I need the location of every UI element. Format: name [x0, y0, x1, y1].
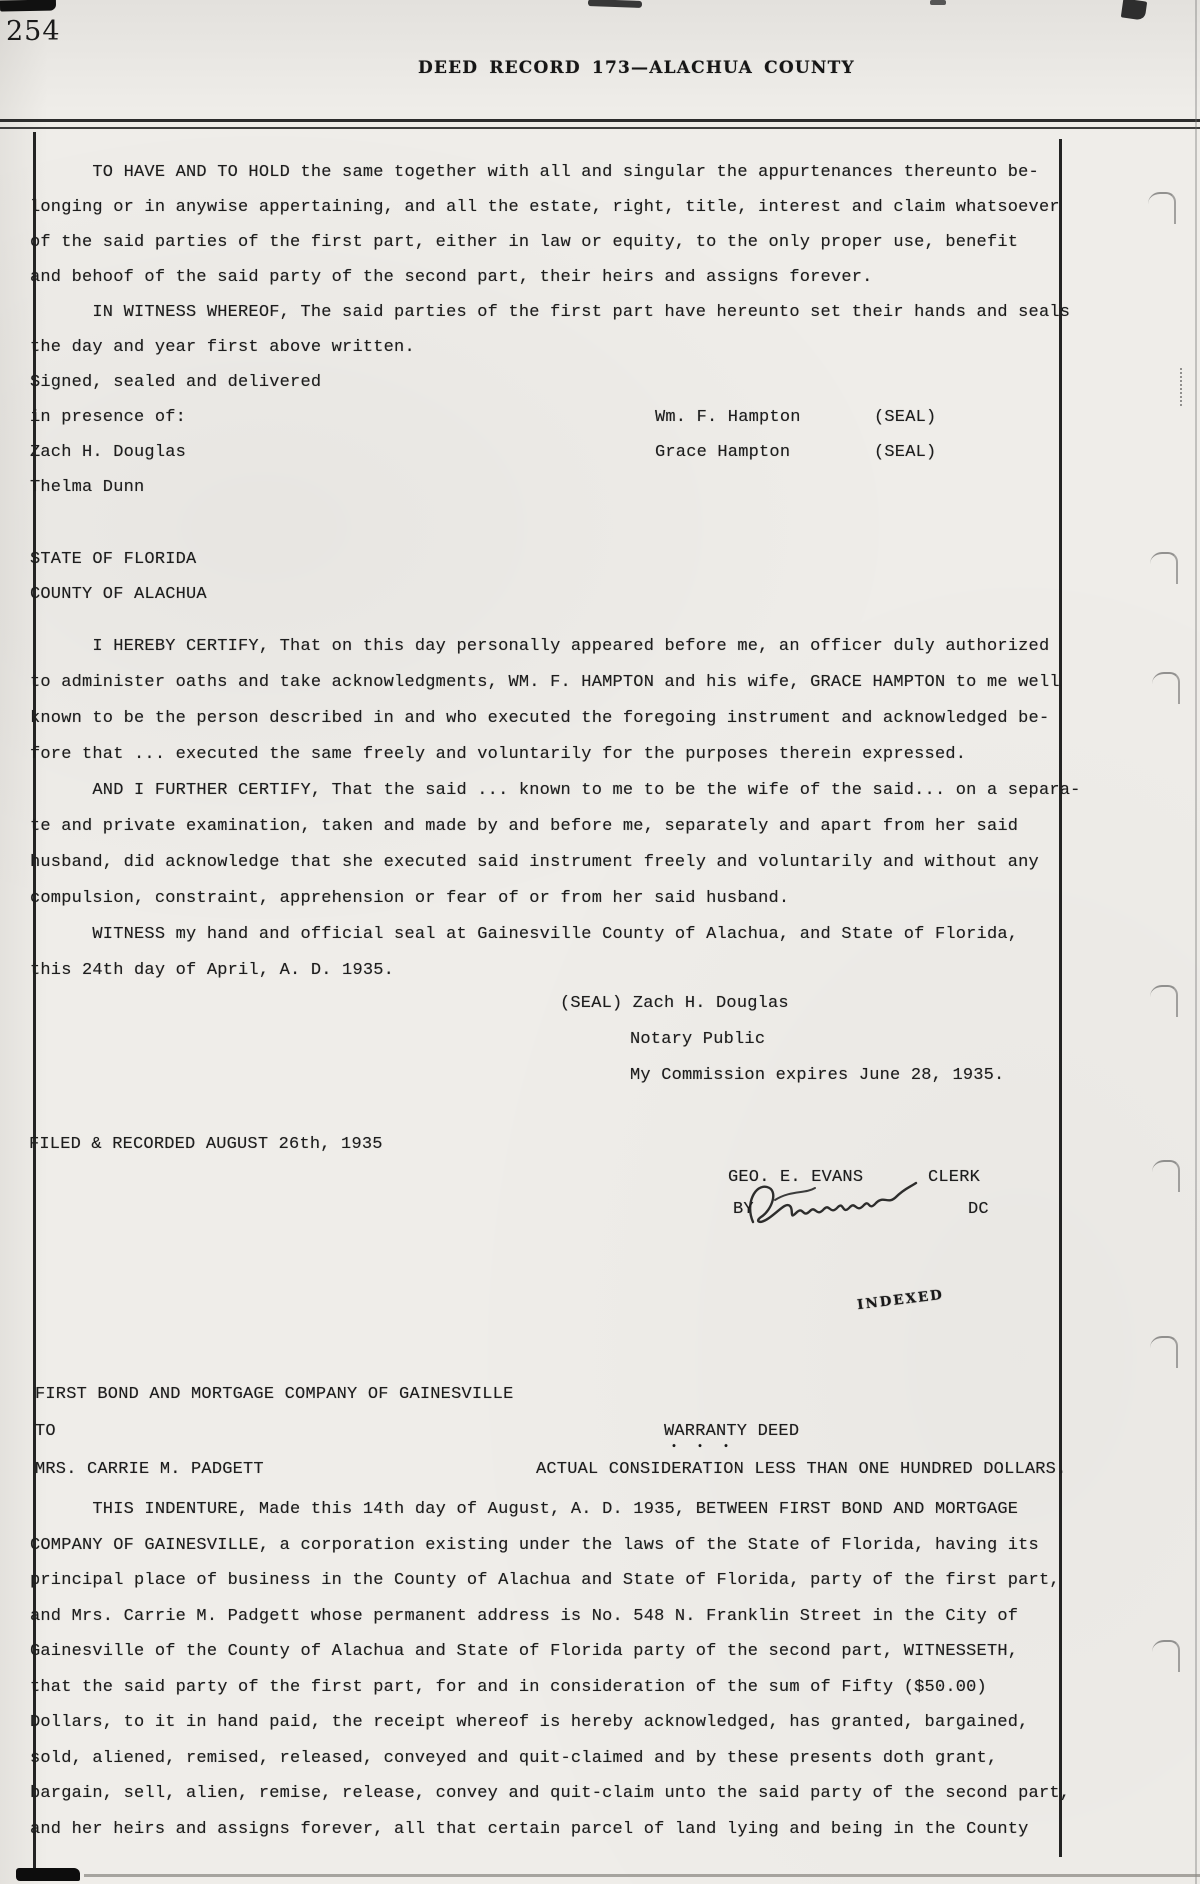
filed-recorded-line: FILED & RECORDED AUGUST 26th, 1935	[29, 1135, 383, 1154]
page-curl-mark	[1152, 1640, 1180, 1672]
deed2-grantee: MRS. CARRIE M. PADGETT	[35, 1460, 264, 1479]
scan-artifact-bottom-left	[16, 1868, 80, 1881]
county-line: COUNTY OF ALACHUA	[30, 585, 207, 604]
header-rule-thin	[0, 127, 1200, 129]
notary-title: Notary Public	[630, 1030, 766, 1049]
deed2-body-paragraph: THIS INDENTURE, Made this 14th day of August, A. D. 1935, BETWEEN FIRST BOND AND MORTGAGE COMPANY OF GAINESVILLE, a corporation existing under the laws of the State of Florida, having its principal place of business in the County of Alachua and State of Florida, party of the first part, and Mrs. Carrie M. Padgett whose permanent address is No. 548 N. Franklin Street in the City of Gainesville of the County of Alachua and State of Florida party of the second part, WITNESSETH, that the said party of the first part, for and in consideration of the sum of Fifty ($50.00) Dollars, to it in hand paid, the receipt whereof is hereby acknowledged, has granted, bargained, sold, aliened, remised, released, conveyed and quit-claimed and by these presents doth grant, bargain, sell, alien, remise, release, convey and quit-claim unto the said party of the second part, and her heirs and assigns forever, all that certain parcel of land lying and being in the County	[30, 1500, 1071, 1839]
witness-names: Zach H. Douglas Thelma Dunn	[30, 443, 187, 497]
grantor-signature-name: Wm. F. Hampton	[655, 408, 801, 427]
deed2-to-label: TO	[35, 1422, 56, 1441]
deed2-grantor: FIRST BOND AND MORTGAGE COMPANY OF GAINESVILLE	[35, 1385, 514, 1404]
indexed-stamp: INDEXED	[856, 1286, 945, 1314]
deputy-clerk-initials: DC	[968, 1200, 989, 1219]
grantor-signature-name: Grace Hampton	[655, 443, 791, 462]
scan-artifact-top-right	[1121, 0, 1147, 21]
notary-certification-paragraphs: I HEREBY CERTIFY, That on this day personally appeared before me, an officer duly authorized to administer oaths and take acknowledgments, WM. F. HAMPTON and his wife, GRACE HAMPTON to me well known to be the person described in and who executed the foregoing instrument and acknowledged be- fore that ... executed the same freely and voluntarily for the purposes therein expressed. AND I FURTHER CERTIFY, That the said ... known to me to be the wife of the said... on a separa- te and private examination, taken and made by and before me, separately and apart from her said husband, did acknowledge that she executed said instrument freely and voluntarily and without any compulsion, constraint, apprehension or fear of or from her said husband. WITNESS my hand and official seal at Gainesville County of Alachua, and State of Florida, this 24th day of April, A. D. 1935.	[30, 637, 1081, 980]
witness-clause-paragraph: IN WITNESS WHEREOF, The said parties of the first part have hereunto set their hands and seals the day and year first above written.	[30, 303, 1071, 357]
page-curl-mark	[1150, 552, 1178, 584]
grantor-signature-seal: (SEAL)	[874, 443, 937, 462]
habendum-paragraph: TO HAVE AND TO HOLD the same together with all and singular the appurtenances thereunto be- longing or in anywise appertaining, and all the estate, right, title, interest and claim whatsoever of the said parties of the first part, either in law or equity, to the only proper use, benefit and behoof of the said party of the second part, their heirs and assigns forever.	[30, 163, 1060, 287]
notary-seal-line: (SEAL) Zach H. Douglas	[560, 994, 789, 1013]
notary-commission-line: My Commission expires June 28, 1935.	[630, 1066, 1005, 1085]
signed-sealed-block: Signed, sealed and delivered in presence of:	[30, 373, 322, 427]
grantor-signature-seal: (SEAL)	[874, 408, 937, 427]
page-edge-line	[1195, 0, 1197, 1884]
deed2-instrument-type: WARRANTY DEED	[664, 1422, 800, 1441]
page-curl-mark	[1148, 192, 1176, 224]
deed-type-underline-dots: • • •	[671, 1442, 737, 1453]
page-curl-mark	[1180, 368, 1182, 406]
scan-artifact-bottom-line	[84, 1874, 1200, 1877]
page-curl-mark	[1150, 985, 1178, 1017]
scan-artifact-top-left	[0, 0, 56, 11]
scan-artifact-top	[588, 0, 642, 8]
deed2-consideration-line: ACTUAL CONSIDERATION LESS THAN ONE HUNDRED DOLLARS.	[536, 1460, 1067, 1479]
page-curl-mark	[1152, 1160, 1180, 1192]
deputy-clerk-signature	[745, 1176, 920, 1234]
page-curl-mark	[1152, 672, 1180, 704]
page-number: 254	[6, 16, 61, 47]
header-rule-thick	[0, 119, 1200, 122]
clerk-title: CLERK	[928, 1168, 981, 1187]
clerk-name: GEO. E. EVANS	[728, 1168, 864, 1187]
scan-artifact-top	[930, 0, 946, 5]
page-title: DEED RECORD 173—ALACHUA COUNTY	[418, 58, 855, 78]
clerk-by-label: BY	[733, 1200, 754, 1219]
state-line: STATE OF FLORIDA	[30, 550, 197, 569]
page-curl-mark	[1150, 1336, 1178, 1368]
